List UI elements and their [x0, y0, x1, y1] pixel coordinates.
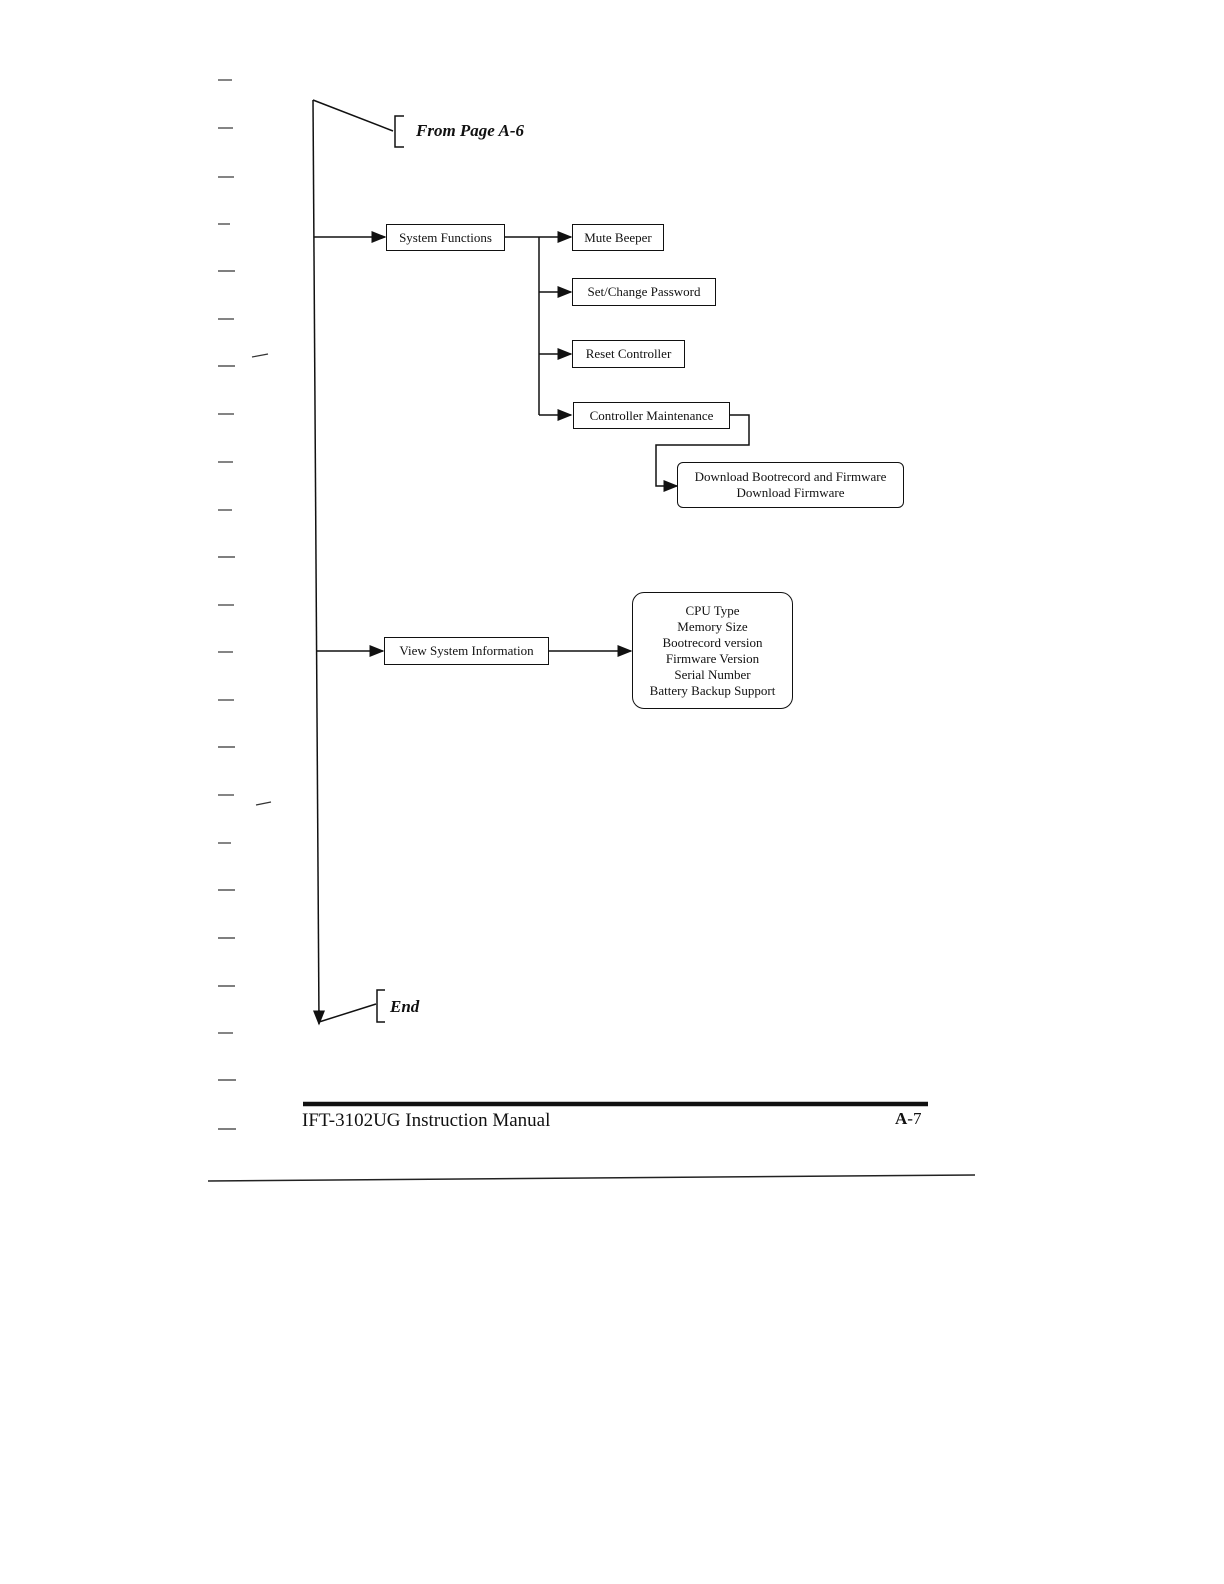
mute-beeper-label: Mute Beeper: [584, 229, 652, 245]
system-functions-label: System Functions: [399, 229, 492, 245]
page-bottom-edge: [208, 1175, 975, 1181]
set-change-password-label: Set/Change Password: [587, 284, 701, 299]
controller-maintenance-box: [573, 402, 730, 429]
mute-beeper-box: [572, 224, 664, 251]
footer-page-prefix: A: [895, 1109, 908, 1128]
download-line: Download Firmware: [736, 485, 845, 500]
view-system-information-label: View System Information: [399, 643, 534, 658]
end-connector-label: End: [390, 997, 420, 1016]
controller-maintenance-label: Controller Maintenance: [589, 407, 714, 423]
view-system-information-box: [384, 637, 549, 665]
main-trunk-line: [313, 100, 319, 1022]
from-connector-line: [313, 100, 393, 131]
footer-page-number: [895, 1109, 921, 1129]
scan-margin-marks: [218, 80, 271, 1129]
system-info-line: Serial Number: [674, 666, 751, 682]
end-connector-line: [319, 1004, 376, 1022]
system-functions-box: [386, 224, 505, 251]
from-page-connector-label: From Page A-6: [416, 121, 524, 140]
download-line: Download Bootrecord and Firmware: [694, 469, 887, 484]
footer-page-suffix: -7: [907, 1109, 922, 1128]
from-bracket: [395, 116, 404, 147]
reset-controller-label: Reset Controller: [585, 346, 672, 361]
set-change-password-box: [572, 278, 716, 306]
system-info-line: CPU Type: [685, 602, 740, 618]
system-info-box: [632, 592, 793, 709]
system-info-line: Firmware Version: [665, 650, 760, 666]
end-bracket: [377, 990, 385, 1022]
system-info-line: Memory Size: [677, 618, 748, 634]
reset-controller-box: [572, 340, 685, 368]
download-firmware-box: [677, 462, 904, 508]
footer-manual-title: IFT-3102UG Instruction Manual: [302, 1110, 551, 1131]
system-info-line: Bootrecord version: [662, 634, 763, 650]
system-info-line: Battery Backup Support: [649, 682, 776, 698]
